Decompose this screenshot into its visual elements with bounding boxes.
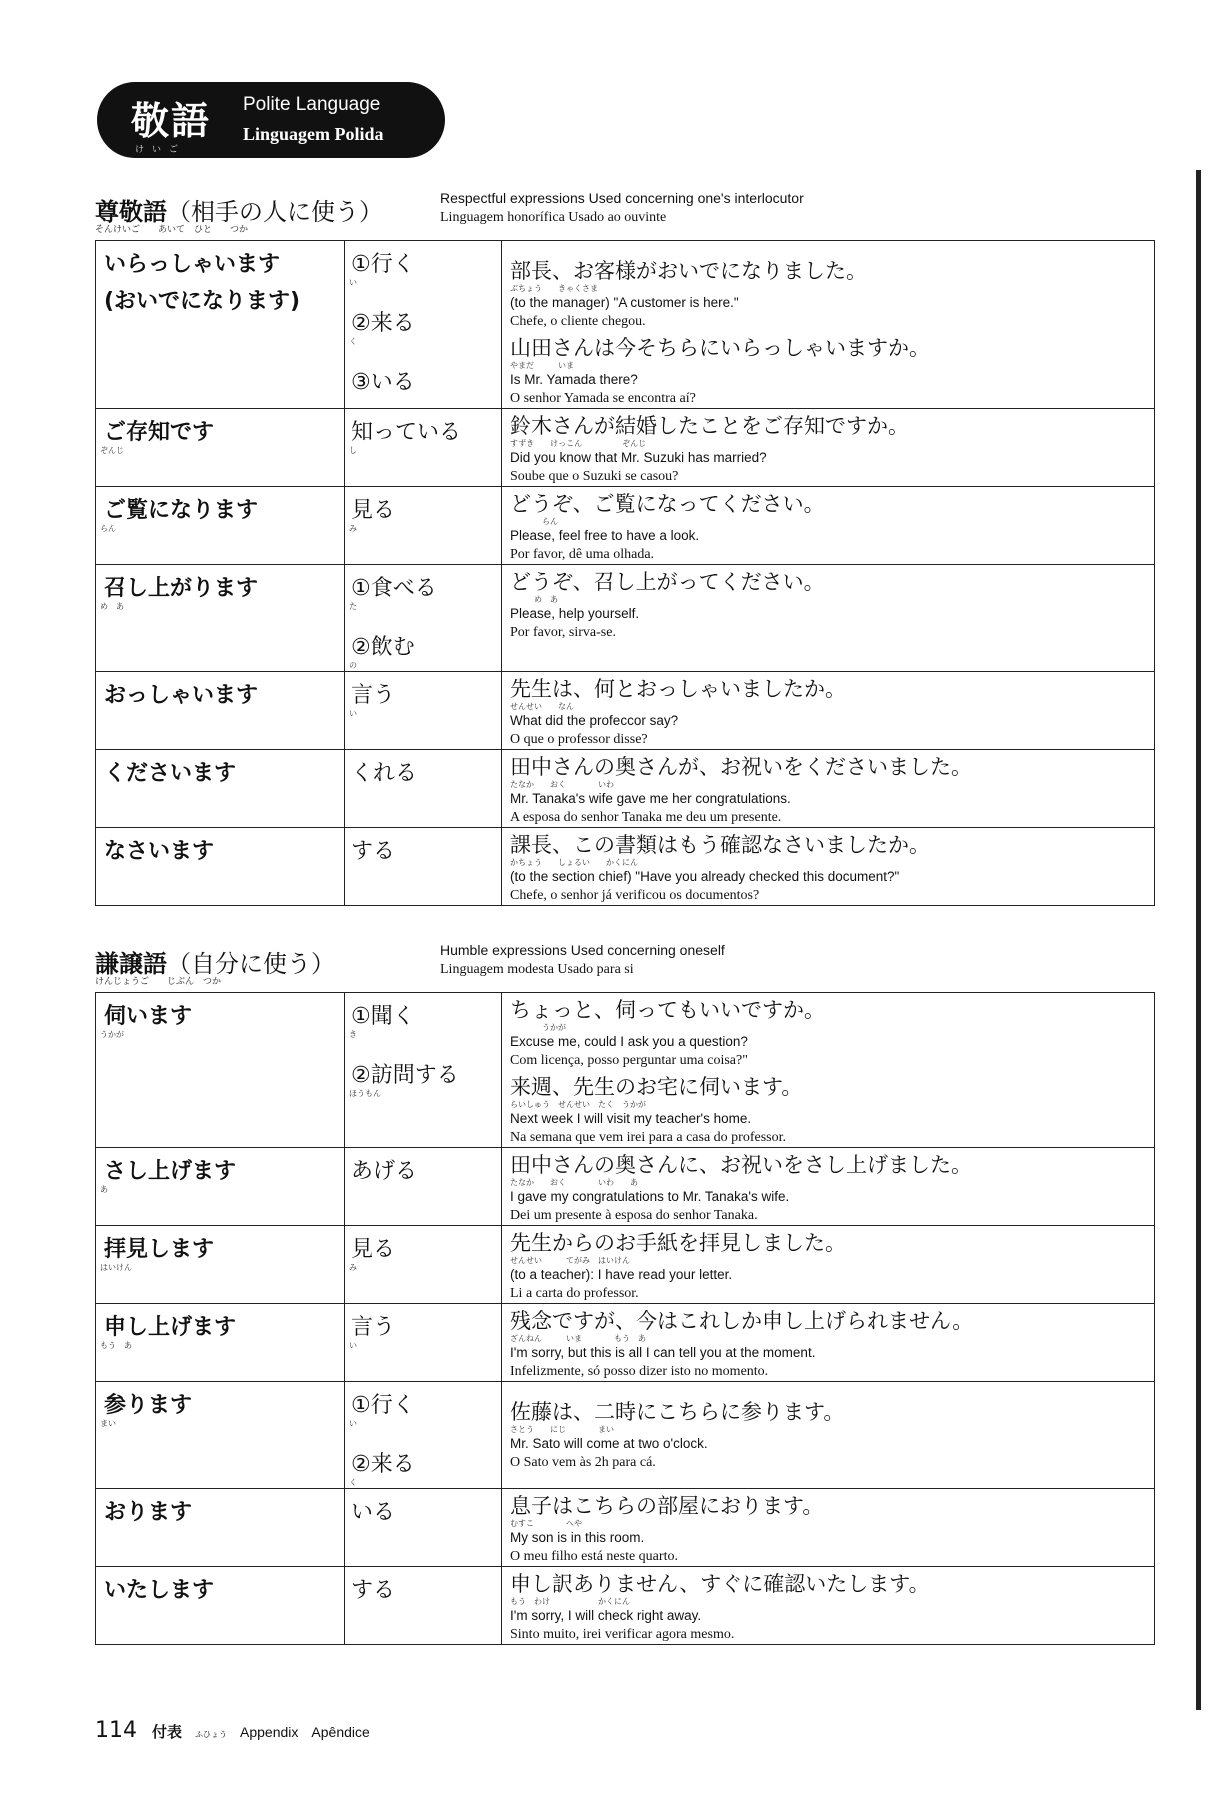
verb-ruby: い — [349, 1419, 357, 1428]
example-jp: 課長、この書類はもう確認なさいましたか。 — [510, 833, 930, 857]
example-pt: O Sato vem às 2h para cá. — [510, 1455, 656, 1470]
keigo-ruby: もう あ — [100, 1341, 132, 1350]
example-jp: 田中さんの奥さんが、お祝いをくださいました。 — [510, 755, 972, 779]
verb-cell — [345, 241, 502, 409]
example-en: (to a teacher): I have read your letter. — [510, 1267, 733, 1282]
keigo-cell — [96, 750, 345, 828]
table-row — [96, 565, 1155, 672]
example — [502, 1070, 1154, 1147]
example-ruby: せんせい てがみ はいけん — [510, 1256, 630, 1265]
example-ruby: め あ — [510, 595, 558, 604]
verb-ruby: み — [349, 524, 357, 533]
example — [502, 565, 1154, 642]
plain-verb: いる — [351, 1500, 396, 1525]
example — [502, 241, 1154, 254]
example-jp: ちょっと、伺ってもいいですか。 — [510, 998, 825, 1022]
keigo-cell — [96, 409, 345, 487]
example-jp: 先生からのお手紙を拝見しました。 — [510, 1231, 846, 1255]
plain-verb: ①行く — [351, 1393, 415, 1418]
title-en: Polite Language — [243, 94, 381, 115]
example-cell — [502, 672, 1155, 750]
example-pt: Na semana que vem irei para a casa do professor. — [510, 1130, 786, 1145]
keigo-ruby: ぞんじ — [100, 446, 124, 455]
example-pt: Li a carta do professor. — [510, 1286, 639, 1301]
section-ruby: けんじょうご じぶん つか — [95, 977, 222, 987]
plain-verb: する — [351, 1578, 396, 1603]
keigo-term: おっしゃいます — [104, 683, 259, 708]
table-row — [96, 750, 1155, 828]
keigo-cell — [96, 828, 345, 906]
table-row — [96, 1489, 1155, 1567]
keigo-term: 伺います — [104, 1004, 193, 1029]
keigo-ruby: め あ — [100, 602, 124, 611]
keigo-term: (おいでになります) — [104, 289, 301, 314]
example-jp: 鈴木さんが結婚したことをご存知ですか。 — [510, 414, 909, 438]
example-jp: どうぞ、ご覧になってください。 — [510, 492, 825, 516]
example-cell — [502, 565, 1155, 672]
example-cell — [502, 750, 1155, 828]
example-pt: Por favor, sirva-se. — [510, 625, 616, 640]
section-en: Respectful expressions Used concerning one's interlocutor — [440, 190, 804, 206]
keigo-cell — [96, 1304, 345, 1382]
example — [502, 1226, 1154, 1303]
verb-cell — [345, 1567, 502, 1645]
verb-ruby: ほうもん — [349, 1089, 381, 1098]
example-jp: 田中さんの奥さんに、お祝いをさし上げました。 — [510, 1153, 972, 1177]
keigo-cell — [96, 1567, 345, 1645]
plain-verb: くれる — [351, 761, 418, 786]
keigo-term: 召し上がります — [104, 576, 259, 601]
example-ruby: たなか おく いわ あ — [510, 1178, 638, 1187]
section-subtitle: （自分に使う） — [167, 950, 335, 978]
keigo-cell — [96, 565, 345, 672]
spacer — [345, 1429, 501, 1441]
humble-heading — [95, 940, 1155, 986]
footer-ruby: ふひょう — [195, 1730, 228, 1739]
verb-cell — [345, 828, 502, 906]
example-ruby: うかが — [510, 1023, 566, 1032]
verb-cell — [345, 565, 502, 672]
example-en: (to the manager) "A customer is here." — [510, 295, 739, 310]
example-pt: Chefe, o cliente chegou. — [510, 314, 646, 329]
plain-verb: 言う — [351, 1315, 396, 1340]
example-pt: Chefe, o senhor já verificou os documentos? — [510, 888, 760, 903]
verb-ruby: い — [349, 1341, 357, 1350]
example-cell — [502, 1489, 1155, 1567]
example-en: Is Mr. Yamada there? — [510, 372, 638, 387]
example-en: Next week I will visit my teacher's home. — [510, 1111, 752, 1126]
keigo-term: ご存知です — [104, 420, 215, 445]
keigo-cell — [96, 672, 345, 750]
table-row — [96, 487, 1155, 565]
example-ruby: むすこ へや — [510, 1519, 582, 1528]
example-en: Mr. Tanaka's wife gave me her congratulations. — [510, 791, 791, 806]
example-jp: 息子はこちらの部屋におります。 — [510, 1494, 824, 1518]
table-row — [96, 1382, 1155, 1489]
example — [502, 331, 1154, 408]
example-pt: Com licença, posso perguntar uma coisa?" — [510, 1053, 748, 1068]
plain-verb: ②来る — [351, 311, 415, 336]
humble-table — [95, 992, 1155, 1645]
example-en: Did you know that Mr. Suzuki has married? — [510, 450, 767, 465]
example-ruby — [510, 1386, 1154, 1395]
example-jp: 申し訳ありません、すぐに確認いたします。 — [510, 1572, 930, 1596]
verb-cell — [345, 993, 502, 1148]
example-ruby: ざんねん いま もう あ — [510, 1334, 646, 1343]
verb-cell — [345, 487, 502, 565]
verb-cell — [345, 1489, 502, 1567]
verb-ruby — [345, 1185, 501, 1195]
plain-verb: 言う — [351, 683, 396, 708]
table-row — [96, 1304, 1155, 1382]
example-cell — [502, 409, 1155, 487]
spacer — [345, 347, 501, 359]
keigo-term: いたします — [104, 1578, 215, 1603]
example-pt: O senhor Yamada se encontra aí? — [510, 391, 696, 406]
example-cell — [502, 241, 1155, 409]
verb-ruby: の — [349, 661, 357, 670]
example — [502, 1489, 1154, 1566]
verb-ruby: し — [349, 446, 357, 455]
example — [502, 1148, 1154, 1225]
example-pt: A esposa do senhor Tanaka me deu um presente. — [510, 810, 782, 825]
table-row — [96, 1148, 1155, 1226]
section-ruby: そんけいご あいて ひと つか — [95, 225, 249, 235]
spacer — [345, 1040, 501, 1052]
example — [502, 750, 1154, 827]
plain-verb: 知っている — [351, 420, 462, 445]
example — [502, 1567, 1154, 1644]
verb-cell — [345, 672, 502, 750]
example-pt: Sinto muito, irei verificar agora mesmo. — [510, 1627, 735, 1642]
example-en: Please, feel free to have a look. — [510, 528, 700, 543]
example — [502, 993, 1154, 1070]
table-row — [96, 1567, 1155, 1645]
example-pt: Infelizmente, só posso dizer isto no momento. — [510, 1364, 769, 1379]
example-ruby: たなか おく いわ — [510, 780, 614, 789]
section-pt: Linguagem modesta Usado para si — [440, 962, 634, 977]
title-pt: Linguagem Polida — [243, 124, 384, 144]
keigo-term: ご覧になります — [104, 498, 259, 523]
example-en: What did the profeccor say? — [510, 713, 679, 728]
table-row — [96, 828, 1155, 906]
example — [502, 828, 1154, 905]
plain-verb: あげる — [351, 1159, 418, 1184]
example-ruby: やまだ いま — [510, 361, 574, 370]
plain-verb: ①食べる — [351, 576, 437, 601]
verb-cell — [345, 1226, 502, 1304]
plain-verb: ②飲む — [351, 635, 415, 660]
section-title: 謙譲語 — [95, 950, 167, 978]
title-ruby: けいご — [135, 145, 187, 155]
example-pt: O que o professor disse? — [510, 732, 648, 747]
verb-ruby — [345, 787, 501, 797]
plain-verb: ②来る — [351, 1452, 415, 1477]
plain-verb: ①行く — [351, 252, 415, 277]
example-jp: 先生は、何とおっしゃいましたか。 — [510, 677, 846, 701]
example-ruby: すずき けっこん ぞんじ — [510, 439, 647, 448]
keigo-term: 申し上げます — [104, 1315, 237, 1340]
example-jp: 来週、先生のお宅に伺います。 — [510, 1075, 803, 1099]
example — [502, 672, 1154, 749]
example-jp: 残念ですが、今はこれしか申し上げられません。 — [510, 1309, 974, 1333]
keigo-cell — [96, 1382, 345, 1489]
example-cell — [502, 487, 1155, 565]
example — [502, 409, 1154, 486]
keigo-ruby: はいけん — [100, 1263, 132, 1272]
example — [502, 254, 1154, 331]
footer-jp: 付表 — [152, 1723, 183, 1741]
keigo-term: おります — [104, 1500, 193, 1525]
keigo-cell — [96, 487, 345, 565]
example-ruby: さとう にじ まい — [510, 1425, 614, 1434]
keigo-term: さし上げます — [104, 1159, 237, 1184]
respectful-table — [95, 240, 1155, 906]
footer-en: Appendix — [240, 1724, 299, 1740]
example-cell — [502, 1226, 1155, 1304]
verb-ruby — [345, 1604, 501, 1614]
footer-pt: Apêndice — [311, 1724, 370, 1740]
verb-ruby: た — [349, 602, 357, 611]
example-cell — [502, 1382, 1155, 1489]
section-en: Humble expressions Used concerning oneself — [440, 942, 725, 958]
keigo-term: いらっしゃいます — [104, 252, 281, 277]
keigo-cell — [96, 1148, 345, 1226]
example-en: I gave my congratulations to Mr. Tanaka's wife. — [510, 1189, 790, 1204]
keigo-ruby: あ — [100, 1185, 108, 1194]
verb-ruby: い — [349, 709, 357, 718]
verb-ruby: く — [349, 337, 357, 346]
title-jp: 敬語 — [131, 99, 212, 143]
example-cell — [502, 1304, 1155, 1382]
example-ruby: らいしゅう せんせい たく うかが — [510, 1100, 646, 1109]
verb-ruby — [345, 1526, 501, 1536]
example-en: Please, help yourself. — [510, 606, 640, 621]
verb-ruby — [345, 865, 501, 875]
verb-cell — [345, 1304, 502, 1382]
example-cell — [502, 828, 1155, 906]
table-row — [96, 672, 1155, 750]
keigo-term: なさいます — [104, 839, 215, 864]
plain-verb: 見る — [351, 498, 396, 523]
keigo-term: 参ります — [104, 1393, 193, 1418]
section-subtitle: （相手の人に使う） — [167, 198, 383, 226]
plain-verb: ③いる — [351, 370, 415, 395]
verb-ruby: き — [349, 1030, 357, 1039]
keigo-term: 拝見します — [104, 1237, 215, 1262]
example-pt: Por favor, dê uma olhada. — [510, 547, 655, 562]
title-badge — [97, 82, 445, 158]
verb-cell — [345, 1382, 502, 1489]
section-title: 尊敬語 — [95, 198, 167, 226]
example — [502, 1395, 1154, 1472]
spacer — [345, 612, 501, 624]
keigo-ruby: らん — [100, 524, 116, 533]
example-pt: Dei um presente à esposa do senhor Tanaka. — [510, 1208, 758, 1223]
table-row — [96, 1226, 1155, 1304]
example-jp: どうぞ、召し上がってください。 — [510, 570, 825, 594]
plain-verb: ①聞く — [351, 1004, 415, 1029]
example-ruby — [510, 245, 1154, 254]
keigo-ruby: まい — [100, 1419, 116, 1428]
example-ruby: せんせい なん — [510, 702, 574, 711]
example-cell — [502, 1567, 1155, 1645]
example-cell — [502, 1148, 1155, 1226]
example-en: Excuse me, could I ask you a question? — [510, 1034, 748, 1049]
example — [502, 1304, 1154, 1381]
page-footer — [95, 1718, 370, 1743]
plain-verb: する — [351, 839, 396, 864]
table-row — [96, 409, 1155, 487]
example-en: I'm sorry, but this is all I can tell you at the moment. — [510, 1345, 816, 1360]
example — [502, 1382, 1154, 1395]
example-pt: Soube que o Suzuki se casou? — [510, 469, 679, 484]
example-en: Mr. Sato will come at two o'clock. — [510, 1436, 708, 1451]
page-number: 114 — [95, 1718, 137, 1743]
keigo-cell — [96, 1226, 345, 1304]
verb-ruby: い — [349, 278, 357, 287]
verb-cell — [345, 409, 502, 487]
respectful-heading — [95, 188, 1155, 234]
verb-ruby — [345, 396, 501, 406]
keigo-cell — [96, 1489, 345, 1567]
keigo-cell — [96, 993, 345, 1148]
keigo-ruby: うかが — [100, 1030, 124, 1039]
example-jp: 部長、お客様がおいでになりました。 — [510, 259, 867, 283]
example-ruby: かちょう しょるい かくにん — [510, 858, 638, 867]
example-en: (to the section chief) "Have you already checked this document?" — [510, 869, 900, 884]
spacer — [345, 288, 501, 300]
page-edge-bar — [1196, 170, 1201, 1710]
example-jp: 佐藤は、二時にこちらに参ります。 — [510, 1400, 845, 1424]
plain-verb: 見る — [351, 1237, 396, 1262]
example-en: My son is in this room. — [510, 1530, 645, 1545]
example-pt: O meu filho está neste quarto. — [510, 1549, 678, 1564]
example-cell — [502, 993, 1155, 1148]
verb-ruby: く — [349, 1478, 357, 1487]
keigo-term: くださいます — [104, 761, 237, 786]
example-jp: 山田さんは今そちらにいらっしゃいますか。 — [510, 336, 930, 360]
example — [502, 487, 1154, 564]
table-row — [96, 241, 1155, 409]
keigo-cell — [96, 241, 345, 409]
section-pt: Linguagem honorífica Usado ao ouvinte — [440, 210, 667, 225]
verb-cell — [345, 1148, 502, 1226]
table-row — [96, 993, 1155, 1148]
verb-ruby: み — [349, 1263, 357, 1272]
example-ruby: らん — [510, 517, 558, 526]
example-ruby: もう わけ かくにん — [510, 1597, 630, 1606]
example-en: I'm sorry, I will check right away. — [510, 1608, 702, 1623]
plain-verb: ②訪問する — [351, 1063, 459, 1088]
verb-cell — [345, 750, 502, 828]
example-ruby: ぶちょう きゃくさま — [510, 284, 598, 293]
